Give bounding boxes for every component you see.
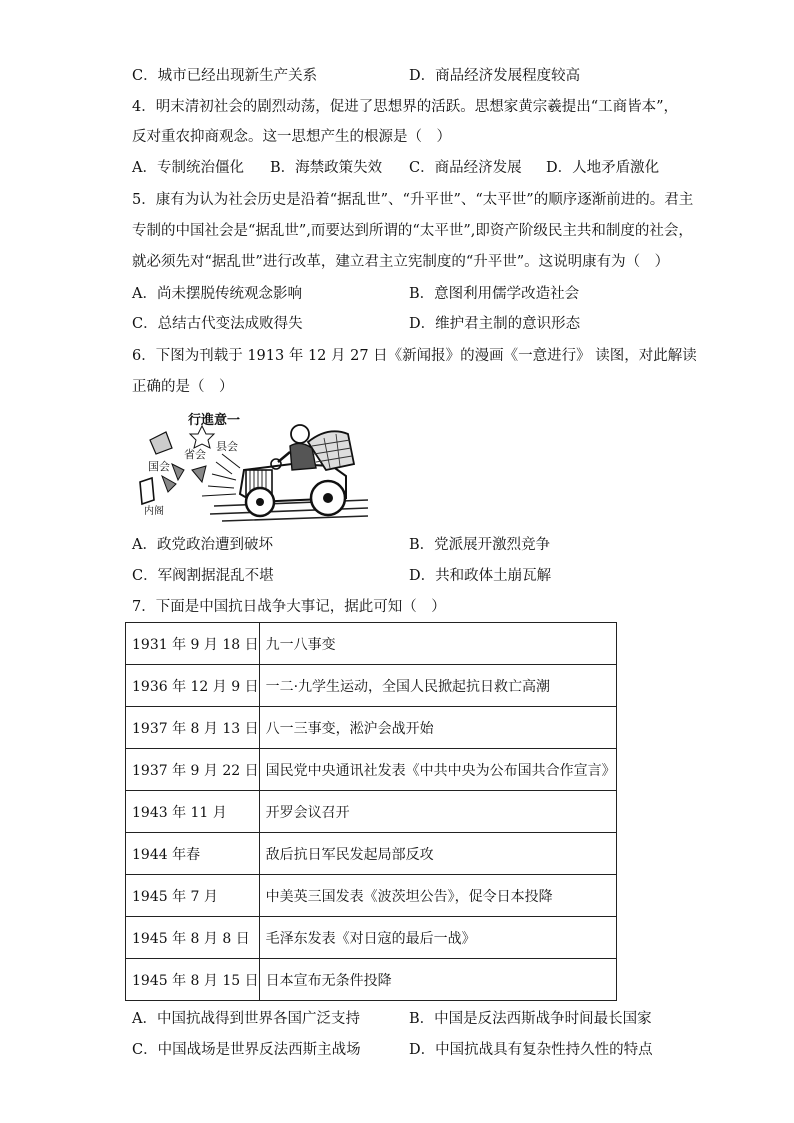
driver-body bbox=[290, 443, 316, 470]
event-description: 毛泽东发表《对日寇的最后一战》 bbox=[259, 917, 616, 959]
q7-option-a: A．中国抗战得到世界各国广泛支持 bbox=[132, 1011, 360, 1027]
label-xianhui: 县会 bbox=[216, 440, 238, 453]
event-date: 1937 年 9 月 22 日 bbox=[126, 749, 260, 791]
table-row bbox=[126, 665, 617, 707]
table-row bbox=[126, 875, 617, 917]
event-date: 1931 年 9 月 18 日 bbox=[126, 623, 260, 665]
label-guohui: 国会 bbox=[148, 460, 170, 473]
war-events-table bbox=[125, 622, 617, 1001]
table-row bbox=[126, 959, 617, 1001]
debris-building bbox=[150, 432, 172, 454]
q6-option-d: D．共和政体土崩瓦解 bbox=[409, 568, 552, 584]
table-row bbox=[126, 791, 617, 833]
q7-option-d: D．中国抗战具有复杂性持久性的特点 bbox=[409, 1042, 653, 1058]
q4-option-b: B．海禁政策失效 bbox=[270, 160, 383, 176]
q3-option-c: C．城市已经出现新生产关系 bbox=[132, 68, 318, 84]
q5-stem-line2: 专制的中国社会是“据乱世”,而要达到所谓的“太平世”,即资产阶级民主共和制度的社会， bbox=[132, 223, 693, 239]
q6-stem-line2: 正确的是（ ） bbox=[132, 379, 234, 395]
q5-option-c: C．总结古代变法成败得失 bbox=[132, 316, 303, 332]
event-date: 1945 年 8 月 15 日 bbox=[126, 959, 260, 1001]
event-description: 八一三事变，淞沪会战开始 bbox=[259, 707, 616, 749]
event-date: 1943 年 11 月 bbox=[126, 791, 260, 833]
q5-option-a: A．尚未摆脱传统观念影响 bbox=[132, 286, 302, 302]
q7-option-b: B．中国是反法西斯战争时间最长国家 bbox=[409, 1011, 652, 1027]
q4-option-d: D．人地矛盾激化 bbox=[546, 160, 660, 176]
q3-option-d: D．商品经济发展程度较高 bbox=[409, 68, 581, 84]
q4-option-a: A．专制统治僵化 bbox=[132, 160, 244, 176]
q6-option-a: A．政党政治遭到破坏 bbox=[132, 537, 273, 553]
q5-option-b: B．意图利用儒学改造社会 bbox=[409, 286, 580, 302]
event-date: 1936 年 12 月 9 日 bbox=[126, 665, 260, 707]
table-row bbox=[126, 707, 617, 749]
event-description: 中美英三国发表《波茨坦公告》，促令日本投降 bbox=[259, 875, 616, 917]
q6-option-c: C．军阀割据混乱不堪 bbox=[132, 568, 274, 584]
driver-head bbox=[291, 425, 309, 443]
cartoon-illustration bbox=[132, 404, 368, 528]
table-row bbox=[126, 623, 617, 665]
event-description: 敌后抗日军民发起局部反攻 bbox=[259, 833, 616, 875]
q4-stem-line1: 4．明末清初社会的剧烈动荡，促进了思想界的活跃。思想家黄宗羲提出“工商皆本”， bbox=[132, 99, 679, 115]
debris-tablet bbox=[140, 478, 154, 504]
table-row bbox=[126, 833, 617, 875]
table-row bbox=[126, 749, 617, 791]
q6-stem-line1: 6．下图为刊载于 1913 年 12 月 27 日《新闻报》的漫画《一意进行》 读图，对此解读 bbox=[132, 348, 697, 364]
event-date: 1944 年春 bbox=[126, 833, 260, 875]
label-neige: 内阁 bbox=[144, 506, 164, 517]
q5-stem-line1: 5．康有为认为社会历史是沿着“据乱世”、“升平世”、“太平世”的顺序逐渐前进的。君主 bbox=[132, 192, 694, 208]
label-shenghui: 省会 bbox=[184, 448, 206, 461]
table-row bbox=[126, 917, 617, 959]
q7-stem: 7．下面是中国抗日战争大事记，据此可知（ ） bbox=[132, 599, 446, 615]
event-description: 一二·九学生运动，全国人民掀起抗日救亡高潮 bbox=[259, 665, 616, 707]
event-date: 1945 年 8 月 8 日 bbox=[126, 917, 260, 959]
q7-option-c: C．中国战场是世界反法西斯主战场 bbox=[132, 1042, 361, 1058]
q5-option-d: D．维护君主制的意识形态 bbox=[409, 316, 581, 332]
q4-option-c: C．商品经济发展 bbox=[409, 160, 522, 176]
event-description: 国民党中央通讯社发表《中共中央为公布国共合作宣言》 bbox=[259, 749, 616, 791]
q5-stem-line3: 就必须先对“据乱世”进行改革，建立君主立宪制度的“升平世”。这说明康有为（ ） bbox=[132, 254, 670, 270]
q4-stem-line2: 反对重农抑商观念。这一思想产生的根源是（ ） bbox=[132, 129, 451, 145]
event-description: 开罗会议召开 bbox=[259, 791, 616, 833]
event-description: 日本宣布无条件投降 bbox=[259, 959, 616, 1001]
event-description: 九一八事变 bbox=[259, 623, 616, 665]
q6-option-b: B．党派展开激烈竞争 bbox=[409, 537, 551, 553]
event-date: 1937 年 8 月 13 日 bbox=[126, 707, 260, 749]
cartoon-title: 行進意一 bbox=[188, 413, 241, 428]
speed-lines bbox=[202, 454, 240, 496]
event-date: 1945 年 7 月 bbox=[126, 875, 260, 917]
